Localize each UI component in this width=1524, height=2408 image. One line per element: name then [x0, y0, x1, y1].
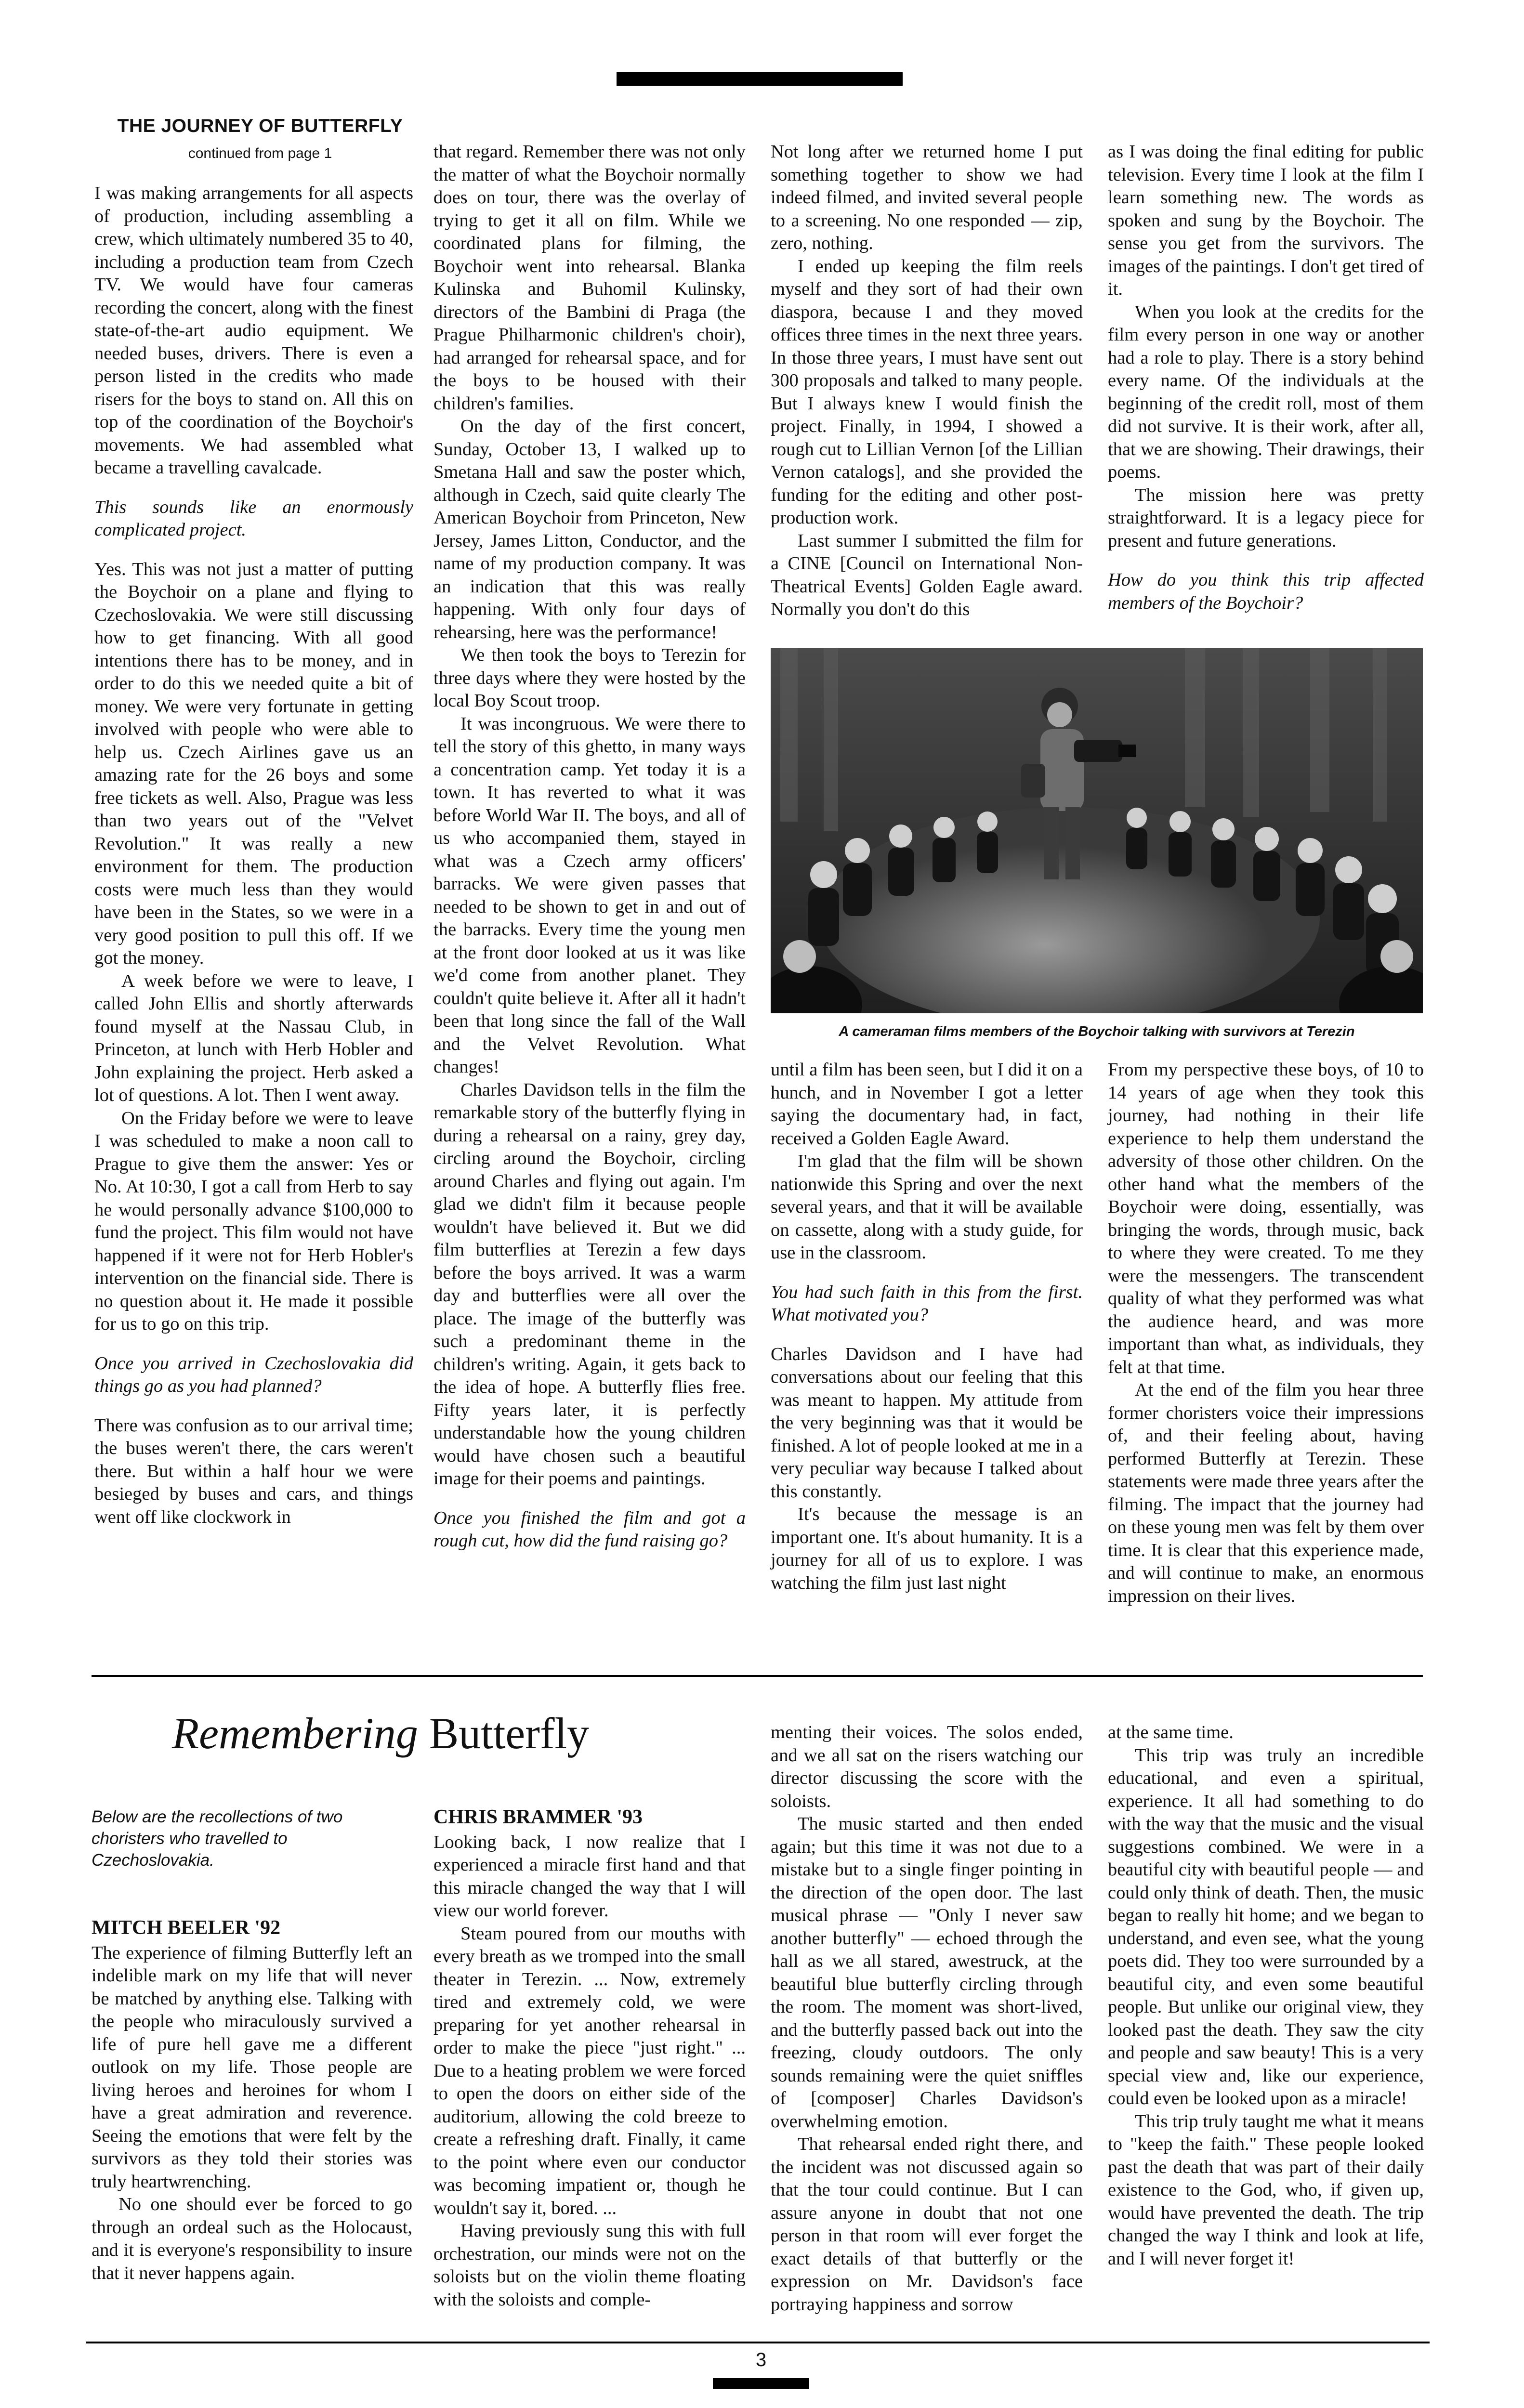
paragraph: This trip truly taught me what it means to "keep the faith." These people looked past the death that was part of their daily existence to the God, who, if given up, would have prevented the death. The trip changed the way I think and look at life, and I will never forget it!	[1108, 2111, 1424, 2269]
page-number-bar	[713, 2378, 809, 2389]
mitch-column	[92, 1917, 412, 2285]
paragraph: Steam poured from our mouths with every breath as we tromped into the small theater in Terezin. ... Now, extremely tired and extremely cold, we were preparing for yet another rehearsal in order to make the piece "just right." ... Due to a heating problem we were forced to open the doors on either side of the auditorium, allowing the cold breeze to create a refreshing draft. Finally, it came to the point where even our conductor was becoming impatient or, though he wouldn't say it, bored. ...	[434, 1923, 746, 2218]
section-title	[92, 1708, 670, 1759]
paragraph: that regard. Remember there was not only the matter of what the Boychoir normally does on tour, there was the overlay of trying to get it all on film. While we coordinated plans for filming, the Boychoir went into rehearsal. Blanka Kulinska and Buhomil Kulinsky, directors of the Bambini di Praga (the Prague Philharmonic children's choir), had arranged for rehearsal space, and for the boys to be housed with their children's families.	[434, 142, 746, 414]
photo-caption: A cameraman films members of the Boychoir talking with survivors at Terezin	[839, 1024, 1355, 1039]
author-name: CHRIS BRAMMER '93	[434, 1806, 643, 1828]
paragraph: as I was doing the final editing for public television. Every time I look at the film I learn something new. The words as spoken and sung by the Boychoir. The sense you get from the survivors. The images of the paintings. I don't get tired of it.	[1108, 142, 1424, 299]
paragraph: From my perspective these boys, of 10 to 14 years of age when they took this journey, had nothing in their life experience to help them understand the adversity of those other children. On the other hand what the members of the Boychoir were doing, essentially, was bringing the words, through music, back to where they were created. To me they were the messengers. The transcendent quality of what they performed was what the audience heard, and was more important than what, as individuals, they felt at that time.	[1108, 1060, 1424, 1377]
article-column-2	[434, 141, 746, 1569]
paragraph: A week before we were to leave, I called John Ellis and shortly afterwards found myself at the Nassau Club, in Princeton, at lunch with Herb Hobler and John explaining the project. Herb asked a lot of questions. A lot. Then I went away.	[94, 970, 413, 1105]
paragraph: Last summer I submitted the film for a CINE [Council on International Non-Theatrical Events] Golden Eagle award. Normally you don't do this	[771, 530, 1083, 619]
title-italic: Remembering	[171, 1709, 418, 1758]
paragraph: I was making arrangements for all aspects of production, including assembling a crew, which ultimately numbered 35 to 40, including a production team from Czech TV. We would have four cameras recording the concert, along with the finest state-of-the-art audio equipment. We needed buses, drivers. There is even a person listed in the credits who made risers for the boys to stand on. All this on top of the coordination of the Boychoir's movements. We had assembled what became a travelling cavalcade.	[94, 183, 413, 478]
section-divider	[92, 1675, 1423, 1677]
article-column-3-continued	[771, 1059, 1083, 1595]
paragraph: Yes. This was not just a matter of putting the Boychoir on a plane and flying to Czechoslovakia. We were still discussing how to get financing. With all good intentions there has to be money, and in order to do this we needed quite a bit of money. We were very fortunate in getting involved with people who were able to help us. Czech Airlines gave us an amazing rate for the 26 boys and some free tickets as well. Also, Prague was less than two years out of the "Velvet Revolution." It was really a new environment for them. The production costs were much less than they would have been in the States, so we were in a very good position to pull this off. If we got the money.	[94, 559, 413, 968]
title-rest: Butterfly	[418, 1709, 590, 1758]
paragraph: That rehearsal ended right there, and the incident was not discussed again so that the tour could continue. But I can assure anyone in doubt that not one person in that room will ever forget the exact details of that butterfly or the expression on Mr. Davidson's face portraying happiness and sorrow	[771, 2134, 1083, 2315]
paragraph: Having previously sung this with full orchestration, our minds were not on the soloists but on the violin theme floating with the soloists and comple-	[434, 2221, 746, 2310]
paragraph: At the end of the film you hear three former choristers voice their impressions of, and their feeling about, having performed Butterfly at Terezin. These statements were made three years after the filming. The impact that the journey had on these young men was felt by them over time. It is clear that this experience made, and will continue to make, an enormous impression on their lives.	[1108, 1380, 1424, 1606]
page-number: 3	[755, 2349, 767, 2370]
paragraph: It was incongruous. We were there to tell the story of this ghetto, in many ways a concentration camp. Yet today it is a town. It has reverted to what it was before World War II. The boys, and all of us who accompanied them, stayed in what was a Czech army officers' barracks. We were given passes that needed to be shown to get in and out of the barracks. Every time the young men at the front door looked at us it was like we'd come from another planet. They couldn't quite believe it. After all it hadn't been that long since the fall of the Wall and the Velvet Revolution. What changes!	[434, 713, 746, 1077]
remembering-column-4	[1108, 1721, 1424, 2270]
article-column-3	[771, 141, 1083, 621]
paragraph: I ended up keeping the film reels myself and they sort of had their own diaspora, because I and they moved offices three times in the next three years. In those three years, I must have sent out 300 proposals and talked to many people. But I always knew I would finish the project. Finally, in 1994, I showed a rough cut to Lillian Vernon [of the Lillian Vernon catalogs], and she provided the funding for the editing and other post-production work.	[771, 256, 1083, 528]
paragraph: menting their voices. The solos ended, and we all sat on the risers watching our director discussing the score with the soloists.	[771, 1722, 1083, 1811]
interview-question: Once you arrived in Czechoslovakia did things go as you had planned?	[94, 1353, 413, 1396]
paragraph: Charles Davidson tells in the film the remarkable story of the butterfly flying in during a rehearsal on a rainy, grey day, circling around the Boychoir, circling around Charles and flying out again. I'm glad we didn't film it because people wouldn't have believed it. But we did film butterflies at Terezin a few days before the boys arrived. It was a warm day and butterflies were all over the place. The image of the butterfly was such a predominant theme in the children's writing. Again, it gets back to the idea of hope. A butterfly flies free. Fifty years later, it is perfectly understandable how the young children would have chosen such a beautiful image for their poems and paintings.	[434, 1079, 746, 1489]
paragraph: No one should ever be forced to go through an ordeal such as the Holocaust, and it is everyone's responsibility to insure that it never happens again.	[92, 2194, 412, 2283]
article-headline: THE JOURNEY OF BUTTERFLY	[117, 116, 403, 136]
paragraph: On the Friday before we were to leave I was scheduled to make a noon call to Prague to give them the answer: Yes or No. At 10:30, I got a call from Herb to say he would personally advance $100,000 to fund the project. This film would not have happened if it were not for Herb Hobler's intervention on the financial side. There is no question about it. He made it possible for us to go on this trip.	[94, 1108, 413, 1334]
paragraph: until a film has been seen, but I did it on a hunch, and in November I got a letter saying the documentary had, in fact, received a Golden Eagle Award.	[771, 1060, 1083, 1149]
interview-question: You had such faith in this from the first. What motivated you?	[771, 1282, 1083, 1325]
article-column-1	[94, 182, 413, 1529]
paragraph: This trip was truly an incredible educational, and even a spiritual, experience. It all had something to do with the way that the music and the visual suggestions combined. We were in a beautiful city with beautiful people — and could only think of death. Then, the music began to really hit home; and we began to understand, and even see, what the young poets did. They too were surrounded by a beautiful city, and even some beautiful people. But unlike our original view, they looked past the death. They saw the city and people and saw beauty! This is a very special view and, like our experience, could even be looked upon as a miracle!	[1108, 1745, 1424, 2108]
paragraph: Not long after we returned home I put something together to show we had indeed filmed, and invited several people to a screening. No one responded — zip, zero, nothing.	[771, 142, 1083, 253]
paragraph: It's because the message is an important one. It's about humanity. It is a journey for all of us to explore. I was watching the film just last night	[771, 1504, 1083, 1593]
section-intro: Below are the recollections of two choristers who travelled to Czechoslovakia.	[92, 1807, 343, 1870]
continued-note: continued from page 1	[188, 145, 332, 161]
paragraph: On the day of the first concert, Sunday, October 13, I walked up to Smetana Hall and saw the poster which, although in Czech, said quite clearly The American Boychoir from Princeton, New Jersey, James Litton, Conductor, and the name of my production company. It was an indication that this was really happening. With only four days of rehearsing, here was the performance!	[434, 416, 746, 642]
paragraph: We then took the boys to Terezin for three days where they were hosted by the local Boy Scout troop.	[434, 645, 746, 711]
paragraph: The music started and then ended again; but this time it was not due to a mistake but to a single finger pointing in the direction of the open door. The last musical phrase — "Only I never saw another butterfly" — echoed through the hall as we all stared, awestruck, at the beautiful blue butterfly circling through the room. The moment was short-lived, and the butterfly passed back out into the freezing, cloudy outdoors. The only sounds remaining were the quiet sniffles of [composer] Charles Davidson's overwhelming emotion.	[771, 1814, 1083, 2132]
interview-question: How do you think this trip affected members of the Boychoir?	[1108, 570, 1424, 613]
paragraph: I'm glad that the film will be shown nationwide this Spring and over the next several years, and that it will be available on cassette, along with a study guide, for use in the classroom.	[771, 1151, 1083, 1263]
paragraph: The experience of filming Butterfly left an indelible mark on my life that will never be matched by anything else. Talking with the people who miraculously survived a life of pure hell gave me a different outlook on my life. Those people are living heroes and heroines for whom I have a great admiration and reverence. Seeing the emotions that were felt by the survivors as they told their stories was truly heartwrenching.	[92, 1942, 412, 2192]
photo-image	[771, 648, 1423, 1013]
paragraph: When you look at the credits for the film every person in one way or another had a role to play. There is a story behind every name. Of the individuals at the beginning of the credit roll, most of them did not survive. It is their work, after all, that we are showing. Their drawings, their poems.	[1108, 301, 1424, 482]
article-column-4-continued	[1108, 1059, 1424, 1608]
terezin-photo	[771, 648, 1423, 1013]
interview-question: Once you finished the film and got a rough cut, how did the fund raising go?	[434, 1507, 746, 1551]
article-column-4	[1108, 141, 1424, 631]
paragraph: There was confusion as to our arrival time; the buses weren't there, the cars weren't there. But within a half hour we were besieged by buses and cars, and things went off like clockwork in	[94, 1415, 413, 1527]
paragraph: Charles Davidson and I have had conversations about our feeling that this was meant to happen. My attitude from the very beginning was that it would be finished. A lot of people looked at me in a very peculiar way because I talked about this constantly.	[771, 1344, 1083, 1502]
chris-column	[434, 1806, 746, 2311]
paragraph: Looking back, I now realize that I experienced a miracle first hand and that this miracle changed the way that I will view our world forever.	[434, 1832, 746, 1921]
remembering-column-3	[771, 1721, 1083, 2316]
top-bar	[617, 72, 903, 86]
interview-question: This sounds like an enormously complicated project.	[94, 497, 413, 540]
paragraph: The mission here was pretty straightforward. It is a legacy piece for present and future generations.	[1108, 484, 1424, 551]
footer-rule	[86, 2342, 1430, 2343]
author-name: MITCH BEELER '92	[92, 1917, 281, 1939]
paragraph: at the same time.	[1108, 1722, 1234, 1742]
